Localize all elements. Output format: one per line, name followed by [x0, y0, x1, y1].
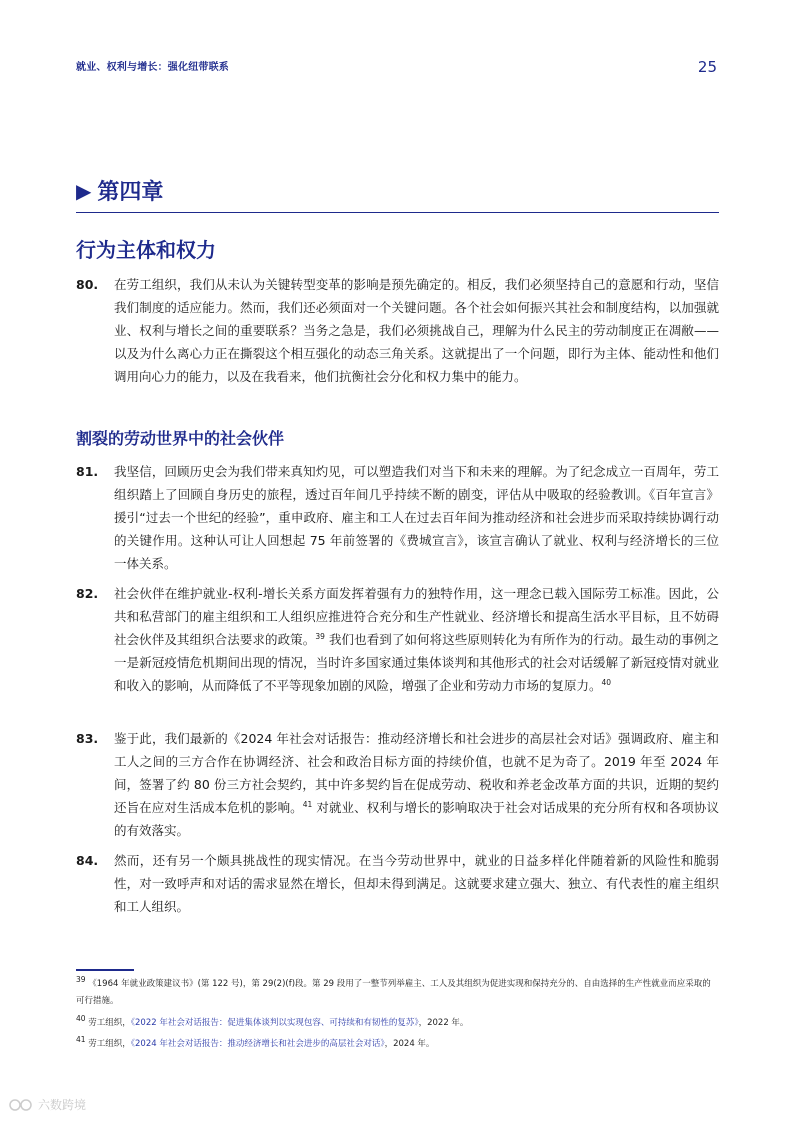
paragraph-number: 83.: [76, 731, 99, 746]
watermark-logo-icon: [8, 1098, 34, 1112]
footnote-41: [76, 1036, 719, 1053]
footnote-ref-39[interactable]: 39: [315, 631, 325, 641]
footnote-prefix: 劳工组织，: [85, 1039, 131, 1049]
paragraph-text-part: 社会伙伴在维护就业-权利-增长关系方面发挥着强有力的独特作用，这一理念已载入国际劳工标准。因此，公共和私营部门的雇主组织和工人组织应推进符合充分和生产性就业、经济增长和提高生活水平目标，且不妨碍社会伙伴及其组织合法要求的政策。: [114, 586, 719, 647]
paragraph-number: 80.: [76, 277, 99, 292]
footnote-39: [76, 976, 719, 1010]
paragraph-80: [76, 273, 719, 388]
paragraph-text-part: 我们也看到了如何将这些原则转化为有所作为的行动。最生动的事例之一是新冠疫情危机期间出现的情况，当时许多国家通过集体谈判和其他形式的社会对话缓解了新冠疫情对就业和收入的影响，从而降低了不平等现象加剧的风险，增强了企业和劳动力市场的复原力。: [114, 632, 719, 693]
paragraph-number: 82.: [76, 586, 99, 601]
footnote-mark: 41: [76, 1035, 86, 1045]
footnote-40: [76, 1015, 719, 1032]
paragraph-text: [114, 582, 719, 697]
running-header-title: 就业、权利与增长：强化纽带联系: [76, 62, 229, 73]
chapter-heading: [76, 175, 719, 213]
footnote-mark: 40: [76, 1014, 86, 1024]
paragraph-text: [114, 727, 719, 842]
footnote-mark: 39: [76, 975, 86, 985]
subsection-title: 割裂的劳动世界中的社会伙伴: [76, 429, 285, 448]
paragraph-81: [76, 460, 719, 575]
footnote-prefix: 劳工组织，: [85, 1018, 131, 1028]
paragraph-text: 在劳工组织，我们从未认为关键转型变革的影响是预先确定的。相反，我们必须坚持自己的意愿和行动，坚信我们制度的适应能力。然而，我们还必须面对一个关键问题。各个社会如何振兴其社会和制度结构，以加强就业、权利与增长之间的重要联系？当务之急是，我们必须挑战自己，理解为什么民主的劳动制度正在凋敝——以及为什么离心力正在撕裂这个相互强化的动态三角关系。这就提出了一个问题，即行为主体、能动性和他们调用向心力的能力，以及在我看来，他们抗衡社会分化和权力集中的能力。: [114, 277, 719, 384]
footnote-link[interactable]: 《2024 年社会对话报告：推动经济增长和社会进步的高层社会对话》: [130, 1039, 385, 1049]
footnote-divider: [76, 969, 134, 971]
paragraph-text-part: 鉴于此，我们最新的《2024 年社会对话报告：推动经济增长和社会进步的高层社会对话》强调政府、雇主和工人之间的三方合作在协调经济、社会和政治目标方面的持续价值，也就不足为奇了。2019 年至 2024 年间，签署了约 80 份三方社会契约，其中许多契约旨在促成劳动、税收和养老金改革方面的共识，近期的契约还旨在应对生活成本危机的影响。: [114, 731, 719, 815]
paragraph-text: 然而，还有另一个颇具挑战性的现实情况。在当今劳动世界中，就业的日益多样化伴随着新的风险性和脆弱性，对一致呼声和对话的需求显然在增长，但却未得到满足。这就要求建立强大、独立、有代表性的雇主组织和工人组织。: [114, 853, 719, 914]
footnote-suffix: ，2024 年。: [384, 1039, 435, 1049]
chapter-title: 第四章: [97, 180, 164, 205]
footnote-text: 《1964 年就业政策建议书》(第 122 号)，第 29(2)(f)段。第 29 段用了一整节列举雇主、工人及其组织为促进实现和保持充分的、自由选择的生产性就业而应采取的可行措施。: [76, 979, 711, 1006]
footnote-link[interactable]: 《2022 年社会对话报告：促进集体谈判以实现包容、可持续和有韧性的复苏》: [130, 1018, 419, 1028]
watermark-text: 六数跨境: [38, 1098, 87, 1112]
paragraph-83: [76, 727, 719, 842]
paragraph-84: [76, 849, 719, 918]
footnote-ref-41[interactable]: 41: [302, 799, 313, 809]
paragraph-82: [76, 582, 719, 697]
footnote-ref-40[interactable]: 40: [601, 677, 612, 687]
page-number: 25: [697, 58, 717, 76]
watermark: [8, 1096, 86, 1113]
section-title: 行为主体和权力: [76, 238, 216, 262]
footnote-suffix: ，2022 年。: [418, 1018, 469, 1028]
paragraph-text: 我坚信，回顾历史会为我们带来真知灼见，可以塑造我们对当下和未来的理解。为了纪念成立一百周年，劳工组织踏上了回顾自身历史的旅程，透过百年间几乎持续不断的剧变，评估从中吸取的经验教训。《百年宣言》援引“过去一个世纪的经验”，重申政府、雇主和工人在过去百年间为推动经济和社会进步而采取持续协调行动的关键作用。这种认可让人回想起 75 年前签署的《费城宣言》，该宣言确认了就业、权利与经济增长的三位一体关系。: [114, 464, 719, 571]
paragraph-number: 81.: [76, 464, 99, 479]
chapter-arrow-icon: ▶: [76, 178, 92, 203]
paragraph-number: 84.: [76, 853, 99, 868]
paragraph-text-part: 对就业、权利与增长的影响取决于社会对话成果的充分所有权和各项协议的有效落实。: [114, 800, 719, 838]
